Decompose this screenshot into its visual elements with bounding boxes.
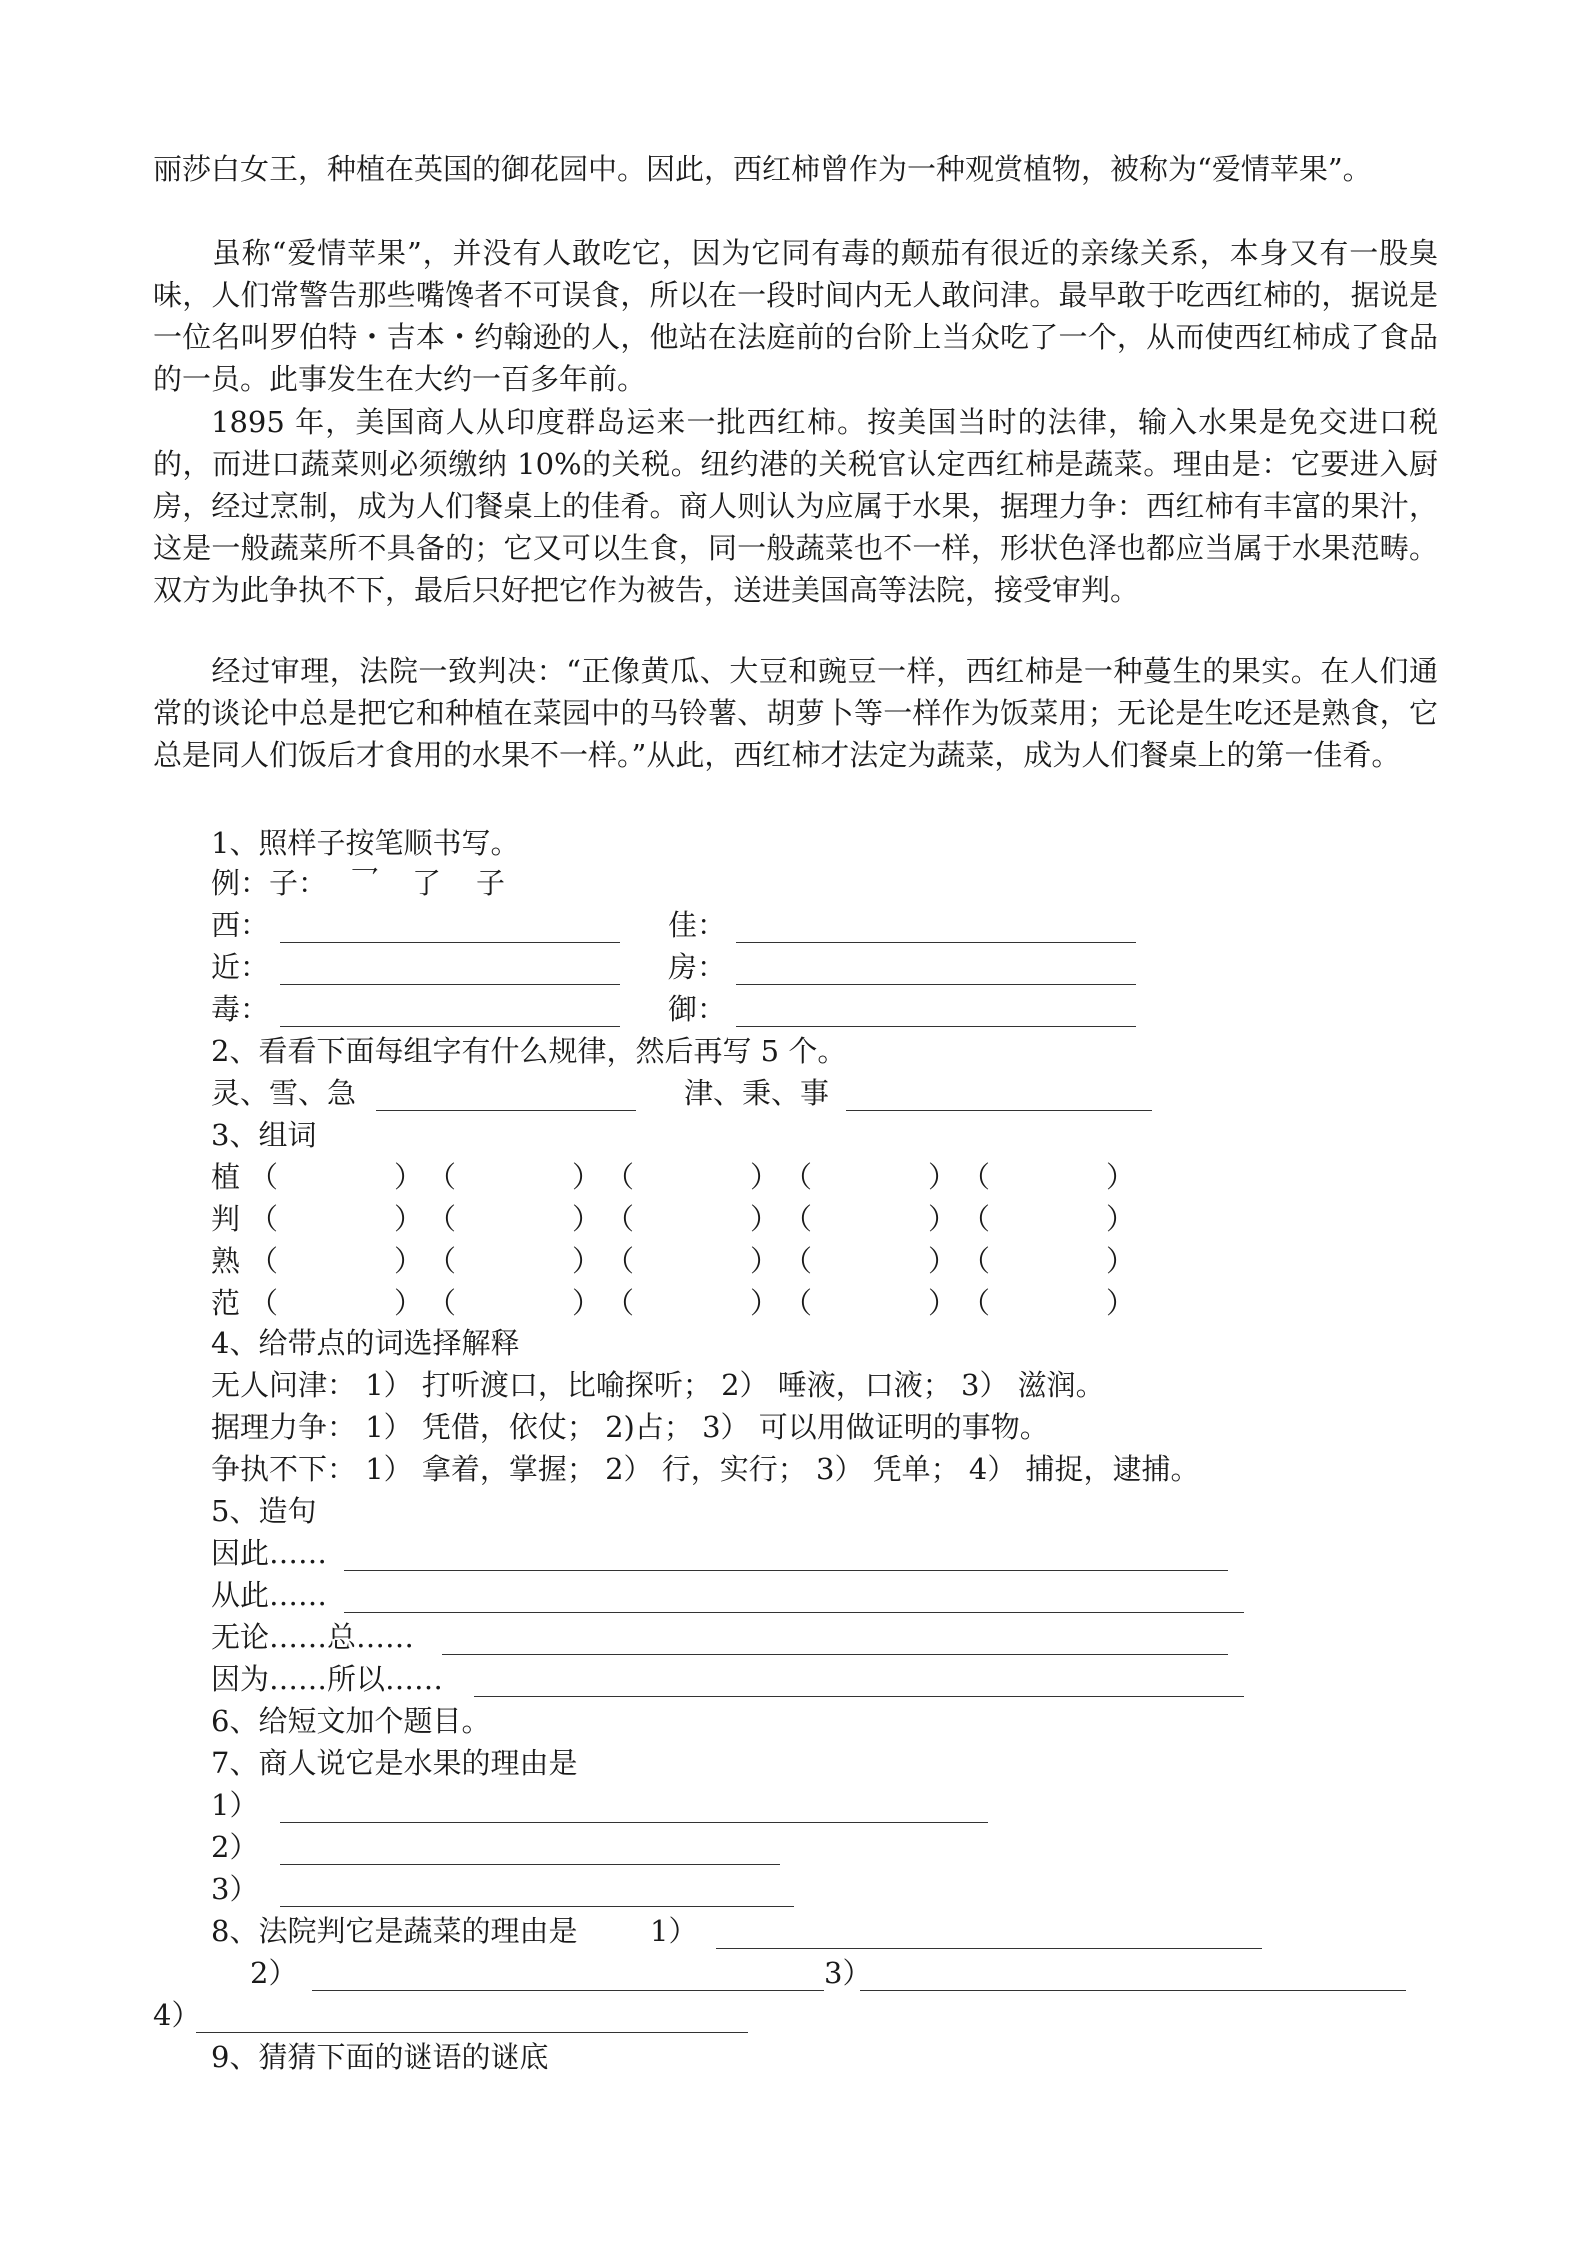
q2-group-1: 灵、雪、急 [211,1076,357,1110]
q3-open-bracket: （ [783,1160,813,1194]
q3-close-bracket: ） [1106,1202,1136,1236]
q4-option-line: 据理力争： 1） 凭借，依仗； 2)占； 3） 可以用做证明的事物。 [211,1410,1049,1444]
q3-word-blank[interactable] [991,1200,1106,1238]
q3-open-bracket: （ [605,1286,635,1320]
q3-title: 3、组词 [211,1118,317,1152]
q7-item-number: 3） [211,1872,259,1906]
q3-close-bracket: ） [1106,1286,1136,1320]
q3-open-bracket: （ [605,1202,635,1236]
q7-answer-line[interactable] [280,1906,794,1907]
q8-item-number: 2） [250,1956,298,1990]
q3-open-bracket: （ [249,1160,279,1194]
q5-prompt: 无论……总…… [211,1620,415,1654]
q4-option-line: 无人问津： 1） 打听渡口，比喻探听； 2） 唾液，口液； 3） 滋润。 [211,1368,1105,1402]
q3-open-bracket: （ [427,1202,457,1236]
q5-prompt: 因此…… [211,1536,328,1570]
q7-answer-line[interactable] [280,1864,780,1865]
q3-word-blank[interactable] [279,1242,394,1280]
q1-char-label: 近： [211,950,270,984]
q3-close-bracket: ） [572,1202,602,1236]
q2-title: 2、看看下面每组字有什么规律，然后再写 5 个。 [211,1034,847,1068]
q3-word-blank[interactable] [635,1284,750,1322]
q8-title: 8、法院判它是蔬菜的理由是 [211,1914,578,1948]
q3-open-bracket: （ [783,1244,813,1278]
q7-answer-line[interactable] [280,1822,988,1823]
q5-title: 5、造句 [211,1494,317,1528]
q3-word-blank[interactable] [813,1284,928,1322]
q8-item-number: 4） [153,1998,201,2032]
q3-open-bracket: （ [249,1202,279,1236]
q3-close-bracket: ） [750,1160,780,1194]
q3-open-bracket: （ [605,1244,635,1278]
q2-group-2: 津、秉、事 [684,1076,830,1110]
q3-close-bracket: ） [394,1286,424,1320]
q1-answer-line[interactable] [736,942,1136,943]
q3-close-bracket: ） [750,1286,780,1320]
q3-close-bracket: ） [750,1202,780,1236]
q1-example-label: 例：子： [211,866,328,900]
q8-item-number: 1） [650,1914,698,1948]
q3-word-blank[interactable] [635,1200,750,1238]
q3-open-bracket: （ [249,1244,279,1278]
q3-close-bracket: ） [928,1160,958,1194]
q3-word-blank[interactable] [457,1284,572,1322]
q3-char-label: 熟 [211,1244,241,1278]
q3-word-blank[interactable] [813,1200,928,1238]
q1-answer-line[interactable] [280,942,620,943]
q3-close-bracket: ） [394,1202,424,1236]
q1-char-label: 御： [668,992,727,1026]
q3-word-blank[interactable] [991,1284,1106,1322]
q3-open-bracket: （ [961,1286,991,1320]
q3-word-blank[interactable] [457,1158,572,1196]
q3-word-blank[interactable] [813,1242,928,1280]
q4-option-line: 争执不下： 1） 拿着，掌握； 2） 行，实行； 3） 凭单； 4） 捕捉，逮捕。 [211,1452,1200,1486]
q3-open-bracket: （ [249,1286,279,1320]
q3-char-label: 判 [211,1202,241,1236]
q8-answer-line[interactable] [716,1948,1262,1949]
q3-word-blank[interactable] [991,1242,1106,1280]
q8-item-number: 3） [824,1956,872,1990]
q8-answer-line[interactable] [196,2032,748,2033]
q3-close-bracket: ） [750,1244,780,1278]
article-paragraph-4: 经过审理，法院一致判决：“正像黄瓜、大豆和豌豆一样，西红柿是一种蔓生的果实。在人们通常的谈论中总是把它和种植在菜园中的马铃薯、胡萝卜等一样作为饭菜用；无论是生吃还是熟食，它总是同人们饭后才食用的水果不一样。”从此，西红柿才法定为蔬菜，成为人们餐桌上的第一佳肴。 [153,654,1438,772]
q3-open-bracket: （ [427,1244,457,1278]
q5-prompt: 从此…… [211,1578,328,1612]
q1-example-stroke: 乛 [350,864,380,898]
q7-item-number: 2） [211,1830,259,1864]
q1-char-label: 西： [211,908,270,942]
q1-char-label: 佳： [668,908,727,942]
article-paragraph-3: 1895 年，美国商人从印度群岛运来一批西红柿。按美国当时的法律，输入水果是免交进口税的，而进口蔬菜则必须缴纳 10%的关税。纽约港的关税官认定西红柿是蔬菜。理由是：它要进入厨房，经过烹制，成为人们餐桌上的佳肴。商人则认为应属于水果，据理力争：西红柿有丰富的果汁，这是一般蔬菜所不具备的；它又可以生食，同一般蔬菜也不一样，形状色泽也都应当属于水果范畴。双方为此争执不下，最后只好把它作为被告，送进美国高等法院，接受审判。 [153,405,1438,607]
q3-close-bracket: ） [928,1202,958,1236]
q5-answer-line[interactable] [474,1696,1244,1697]
q3-word-blank[interactable] [635,1242,750,1280]
q3-close-bracket: ） [394,1244,424,1278]
q3-close-bracket: ） [572,1244,602,1278]
q3-open-bracket: （ [427,1286,457,1320]
q7-item-number: 1） [211,1788,259,1822]
q3-open-bracket: （ [783,1202,813,1236]
q5-answer-line[interactable] [442,1654,1228,1655]
q3-word-blank[interactable] [279,1200,394,1238]
q1-answer-line[interactable] [280,1026,620,1027]
q1-example-stroke: 子 [476,866,506,900]
q3-close-bracket: ） [928,1286,958,1320]
q3-close-bracket: ） [1106,1244,1136,1278]
q4-title: 4、给带点的词选择解释 [211,1326,520,1360]
q3-char-label: 植 [211,1160,241,1194]
article-paragraph-1: 丽莎白女王，种植在英国的御花园中。因此，西红柿曾作为一种观赏植物，被称为“爱情苹果”。 [153,152,1372,186]
q3-open-bracket: （ [961,1160,991,1194]
q1-char-label: 毒： [211,992,270,1026]
q3-word-blank[interactable] [457,1242,572,1280]
q5-prompt: 因为……所以…… [211,1662,444,1696]
q3-close-bracket: ） [394,1160,424,1194]
q3-open-bracket: （ [961,1202,991,1236]
article-paragraph-2: 虽称“爱情苹果”，并没有人敢吃它，因为它同有毒的颠茄有很近的亲缘关系，本身又有一股臭味，人们常警告那些嘴馋者不可误食，所以在一段时间内无人敢问津。最早敢于吃西红柿的，据说是一位名叫罗伯特・吉本・约翰逊的人，他站在法庭前的台阶上当众吃了一个，从而使西红柿成了食品的一员。此事发生在大约一百多年前。 [153,236,1438,396]
q2-answer-line[interactable] [376,1110,636,1111]
q5-answer-line[interactable] [344,1570,1228,1571]
q5-answer-line[interactable] [344,1612,1244,1613]
q3-word-blank[interactable] [457,1200,572,1238]
q3-word-blank[interactable] [813,1158,928,1196]
q1-char-label: 房： [668,950,727,984]
q3-word-blank[interactable] [279,1158,394,1196]
q8-answer-line[interactable] [312,1990,824,1991]
q1-example-stroke: 了 [412,866,442,900]
q3-open-bracket: （ [605,1160,635,1194]
q3-word-blank[interactable] [991,1158,1106,1196]
q9-title: 9、猜猜下面的谜语的谜底 [211,2040,549,2074]
q1-answer-line[interactable] [280,984,620,985]
q3-word-blank[interactable] [635,1158,750,1196]
q3-close-bracket: ） [928,1244,958,1278]
q3-char-label: 范 [211,1286,241,1320]
q3-close-bracket: ） [1106,1160,1136,1194]
q8-answer-line[interactable] [860,1990,1406,1991]
q3-close-bracket: ） [572,1160,602,1194]
q3-word-blank[interactable] [279,1284,394,1322]
q1-answer-line[interactable] [736,984,1136,985]
q3-close-bracket: ） [572,1286,602,1320]
q6-title: 6、给短文加个题目。 [211,1704,491,1738]
q1-answer-line[interactable] [736,1026,1136,1027]
q3-open-bracket: （ [783,1286,813,1320]
q3-open-bracket: （ [961,1244,991,1278]
q3-open-bracket: （ [427,1160,457,1194]
q7-title: 7、商人说它是水果的理由是 [211,1746,578,1780]
q1-title: 1、照样子按笔顺书写。 [211,826,520,860]
q2-answer-line[interactable] [846,1110,1152,1111]
